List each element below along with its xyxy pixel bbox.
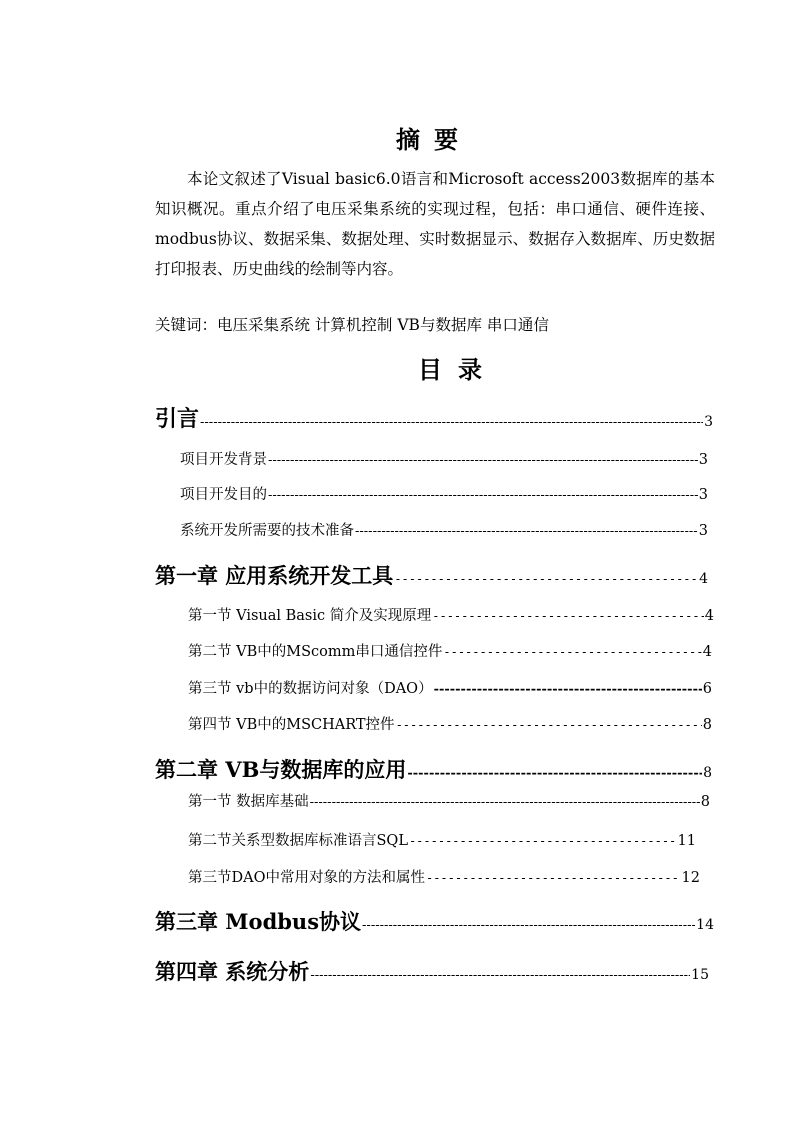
- toc-leader: [443, 645, 701, 659]
- toc-entry-chapter-1[interactable]: [155, 560, 708, 590]
- toc-entry-project-purpose[interactable]: [180, 483, 708, 504]
- toc-leader: [432, 609, 704, 623]
- toc-title: 目录: [418, 355, 498, 384]
- toc-page-number: 8: [700, 794, 710, 810]
- toc-entry-label: 项目开发目的: [180, 487, 267, 503]
- toc-page-number: 4: [699, 571, 708, 587]
- toc-entry-ch1-sec4[interactable]: [188, 713, 712, 734]
- toc-page-number: 12: [681, 870, 700, 886]
- toc-entry-label: 第三节 vb中的数据访问对象（DAO）: [188, 681, 433, 697]
- toc-entry-label: 第四章 系统分析: [155, 959, 310, 984]
- toc-leader: [268, 453, 698, 468]
- toc-page-number: 14: [696, 917, 714, 933]
- toc-entry-ch2-sec1[interactable]: [188, 790, 710, 811]
- toc-leader: [362, 918, 695, 933]
- toc-leader: [310, 968, 690, 983]
- toc-entry-ch1-sec1[interactable]: [188, 604, 714, 625]
- toc-entry-ch1-sec3[interactable]: [188, 677, 712, 698]
- toc-leader: [200, 415, 703, 430]
- toc-entry-intro[interactable]: [155, 402, 713, 433]
- toc-leader: [396, 718, 702, 732]
- toc-entry-label: 第一节 Visual Basic 简介及实现原理: [188, 608, 432, 624]
- toc-leader: [426, 871, 681, 885]
- toc-entry-project-background[interactable]: [180, 448, 708, 469]
- toc-leader: [394, 572, 698, 586]
- keywords-line: 关键词：电压采集系统 计算机控制 VB与数据库 串口通信: [155, 316, 549, 334]
- toc-entry-ch2-sec3[interactable]: [188, 866, 700, 887]
- toc-entry-ch2-sec2[interactable]: [188, 829, 696, 850]
- abstract-body: 本论文叙述了Visual basic6.0语言和Microsoft access2003数据库的基本知识概况。重点介绍了电压采集系统的实现过程，包括：串口通信、硬件连接、modbus协议、数据采集、数据处理、实时数据显示、数据存入数据库、历史数据打印报表、历史曲线的绘制等内容。: [155, 170, 715, 278]
- toc-page-number: 8: [702, 717, 712, 733]
- toc-leader: [409, 834, 677, 848]
- toc-entry-tech-preparation[interactable]: [180, 519, 708, 540]
- toc-page-number: 6: [702, 681, 712, 697]
- toc-leader: [434, 682, 702, 697]
- toc-entry-chapter-2[interactable]: [155, 754, 712, 784]
- toc-entry-label: 第一节 数据库基础: [188, 794, 309, 810]
- toc-page-number: 8: [703, 765, 712, 781]
- toc-entry-ch1-sec2[interactable]: [188, 640, 712, 661]
- toc-entry-label: 第三章 Modbus协议: [155, 909, 362, 934]
- toc-entry-label: 引言: [155, 406, 200, 432]
- toc-entry-label: 第二章 VB与数据库的应用: [155, 757, 407, 782]
- toc-leader: [407, 766, 702, 781]
- toc-entry-label: 第三节DAO中常用对象的方法和属性: [188, 870, 425, 886]
- toc-leader: [268, 488, 698, 503]
- toc-page-number: 4: [704, 608, 714, 624]
- toc-page-number: 3: [698, 452, 708, 468]
- toc-page-number: 3: [698, 487, 708, 503]
- abstract-title: 摘要: [396, 125, 472, 154]
- toc-page-number: 3: [698, 523, 708, 539]
- toc-leader: [310, 795, 700, 810]
- toc-entry-label: 项目开发背景: [180, 452, 267, 468]
- toc-entry-label: 第二节 VB中的MScomm串口通信控件: [188, 644, 443, 660]
- toc-page-number: 4: [702, 644, 712, 660]
- toc-entry-label: 系统开发所需要的技术准备: [180, 523, 354, 539]
- toc-entry-chapter-3[interactable]: [155, 906, 714, 936]
- toc-page-number: 3: [704, 414, 713, 430]
- toc-entry-label: 第四节 VB中的MSCHART控件: [188, 717, 395, 733]
- toc-entry-label: 第一章 应用系统开发工具: [155, 563, 394, 588]
- toc-entry-label: 第二节关系型数据库标准语言SQL: [188, 833, 408, 849]
- toc-entry-chapter-4[interactable]: [155, 956, 709, 986]
- toc-page-number: 11: [677, 833, 696, 849]
- toc-leader: [355, 524, 698, 539]
- toc-page-number: 15: [691, 967, 709, 983]
